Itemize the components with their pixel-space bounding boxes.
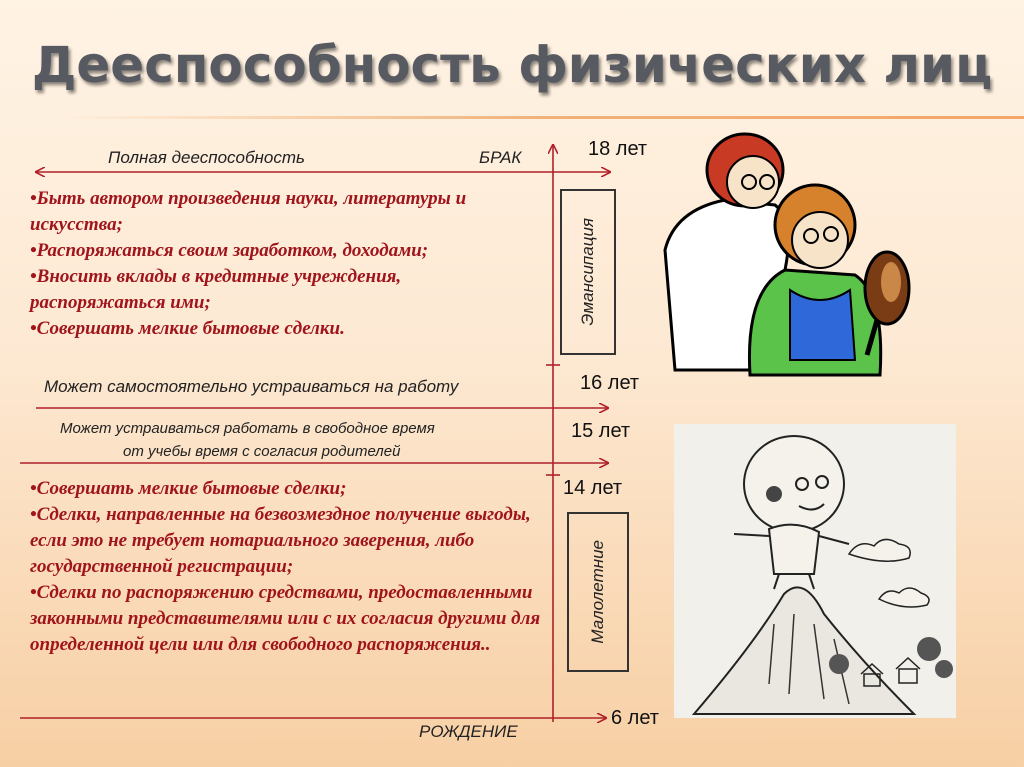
work-15-label-line2: от учебы время с согласия родителей bbox=[123, 443, 401, 460]
rights-6-14-list bbox=[30, 476, 550, 658]
minors-box bbox=[567, 512, 629, 672]
list-item: •Распоряжаться своим заработком, доходами; bbox=[30, 240, 429, 261]
list-item: •Быть автором произведения науки, литературы и искусства; bbox=[30, 188, 467, 235]
full-capacity-label: Полная дееспособность bbox=[108, 148, 305, 167]
age-14: 14 лет bbox=[563, 477, 623, 499]
age-6: 6 лет bbox=[611, 707, 659, 729]
work-16-label: Может самостоятельно устраиваться на работу bbox=[44, 377, 459, 396]
birth-label: РОЖДЕНИЕ bbox=[419, 722, 518, 741]
age-18: 18 лет bbox=[588, 138, 648, 160]
list-item: •Сделки по распоряжению средствами, предоставленными законными представителями или с их согласия другими для определенной цели или для свободного распоряжения.. bbox=[30, 582, 541, 655]
list-item: •Совершать мелкие бытовые сделки. bbox=[30, 318, 345, 339]
minors-label: Малолетние bbox=[588, 540, 607, 644]
boy-mountain-illustration bbox=[674, 424, 956, 718]
list-item: •Сделки, направленные на безвозмездное получение выгоды, если это не требует нотариального заверения, либо государственной регистрации; bbox=[30, 504, 531, 577]
marriage-label: БРАК bbox=[479, 148, 522, 167]
boy-mountain-sketch bbox=[674, 424, 956, 718]
emancipation-box bbox=[560, 189, 616, 355]
work-15-label-line1: Может устраиваться работать в свободное время bbox=[60, 420, 435, 437]
emancipation-label: Эмансипация bbox=[578, 218, 597, 326]
rights-16-18-list bbox=[30, 186, 530, 342]
list-item: •Вносить вклады в кредитные учреждения, распоряжаться ими; bbox=[30, 266, 402, 313]
list-item: •Совершать мелкие бытовые сделки; bbox=[30, 478, 347, 499]
page-title: Дееспособность физических лиц bbox=[31, 36, 993, 94]
age-15: 15 лет bbox=[571, 420, 631, 442]
teacher-student-illustration bbox=[655, 130, 925, 380]
age-16: 16 лет bbox=[580, 372, 640, 394]
